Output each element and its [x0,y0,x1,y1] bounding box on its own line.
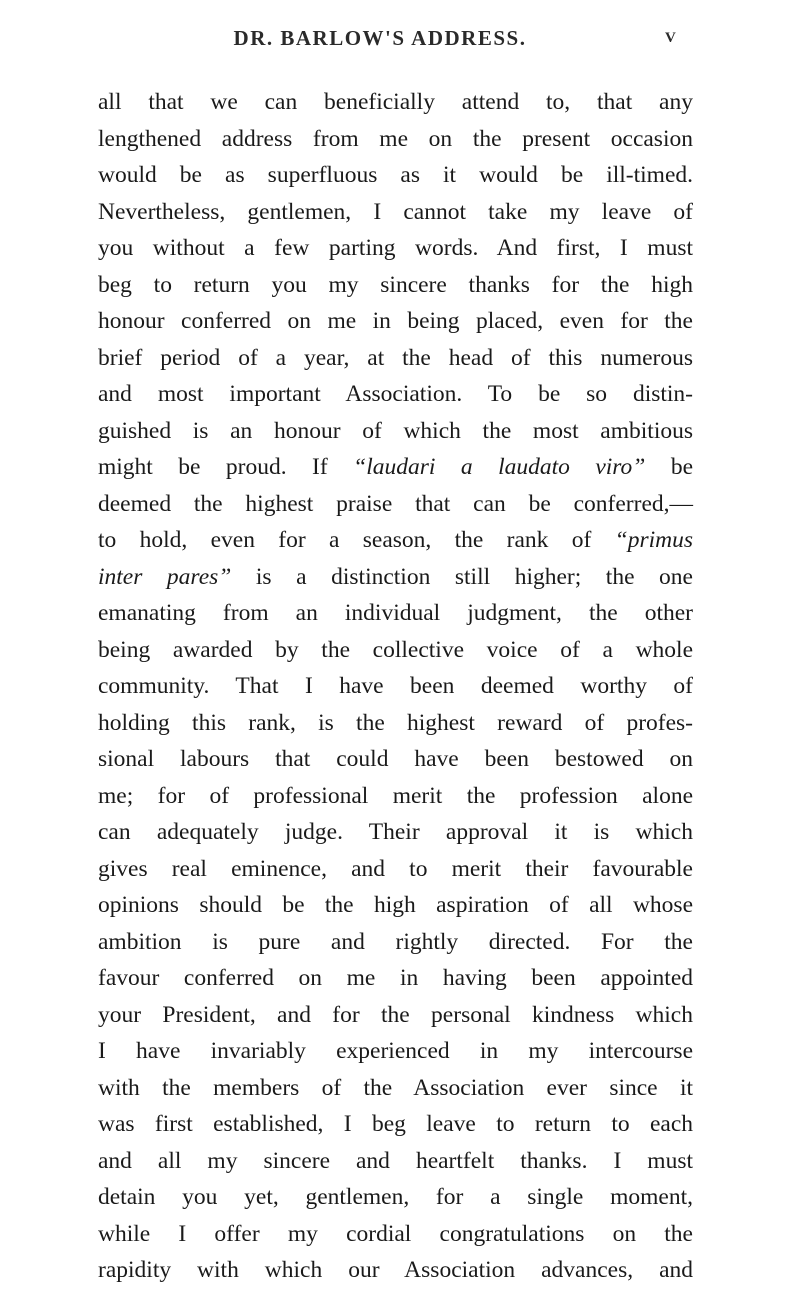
text-line: rapidity with which our Association advances, and [98,1257,693,1283]
body-text [98,84,693,1289]
text-line: I have invariably experienced in my intercourse [98,1038,693,1064]
text-line: me; for of professional merit the profession alone [98,782,693,809]
text-line: detain you yet, gentlemen, for a single moment, [98,1184,693,1210]
text-line: guished is an honour of which the most ambitious [98,417,693,444]
text-line: ambition is pure and rightly directed. For the [98,928,693,955]
text-line: sional labours that could have been bestowed on [98,746,693,772]
running-head: DR. BARLOW'S ADDRESS. [233,26,527,50]
text-line: emanating from an individual judgment, the other [98,600,693,626]
text-line: with the members of the Association ever since it [98,1074,693,1101]
text-line: beg to return you my sincere thanks for the high [98,271,693,298]
text-line [98,559,693,596]
text-line [98,522,693,559]
text-line: was first established, I beg leave to return to each [98,1111,693,1137]
text-line: all that we can beneficially attend to, that any [98,89,693,115]
text-line: while I offer my cordial congratulations on the [98,1220,693,1247]
text-line: would be as superfluous as it would be ill-timed. [98,162,693,188]
italic-phrase: “laudari a laudato viro” [353,454,646,480]
text-line: favour conferred on me in having been appointed [98,965,693,991]
text-line: lengthened address from me on the present occasion [98,125,693,152]
text-line: community. That I have been deemed worthy of [98,673,693,699]
text-line: Nevertheless, gentlemen, I cannot take my leave of [98,198,693,225]
text-line: deemed the highest praise that can be conferred,— [98,490,693,517]
text-run: might be proud. If [98,454,354,480]
text-run: is a distinction still higher; the one [231,563,693,590]
text-line: opinions should be the high aspiration of all whose [98,892,693,918]
text-line: honour conferred on me in being placed, even for the [98,308,693,334]
text-line: being awarded by the collective voice of a whole [98,636,693,663]
text-line: gives real eminence, and to merit their favourable [98,855,693,882]
text-line [98,449,693,486]
text-run: to hold, even for a season, the rank of [98,527,615,553]
text-line: and most important Association. To be so distin- [98,381,693,407]
italic-phrase: “primus [614,527,693,553]
text-line: can adequately judge. Their approval it is which [98,819,693,845]
page-number: V [665,30,676,46]
text-line: brief period of a year, at the head of this numerous [98,344,693,371]
text-run: be [645,454,693,480]
italic-phrase: inter pares” [98,563,232,590]
text-line: your President, and for the personal kindness which [98,1001,693,1028]
text-line: holding this rank, is the highest reward of profes- [98,709,693,736]
text-line: and all my sincere and heartfelt thanks. I must [98,1147,693,1174]
text-line: you without a few parting words. And first, I must [98,235,693,261]
